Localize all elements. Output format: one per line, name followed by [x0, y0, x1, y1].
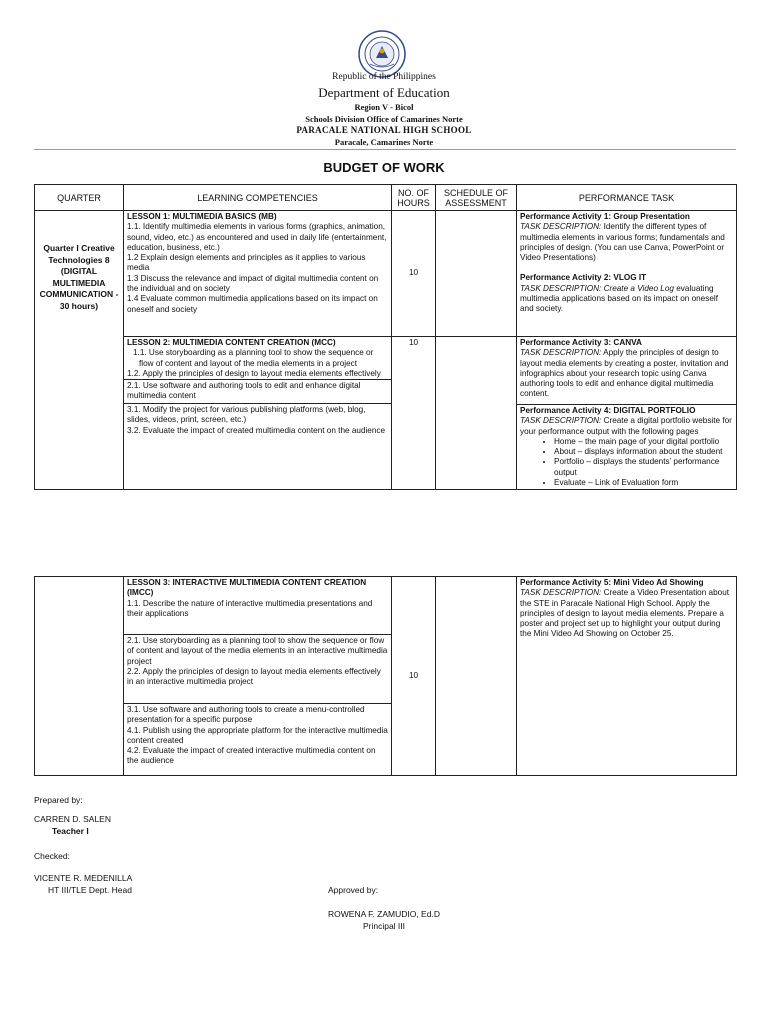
- list-item: • About – displays information about the student: [554, 447, 733, 457]
- task-emphasis: Create a Video Log: [603, 283, 674, 293]
- list-item: • Home – the main page of your digital portfolio: [554, 437, 733, 447]
- lesson1-title: LESSON 1: MULTIMEDIA BASICS (MB): [127, 212, 277, 221]
- pa4-bullet-list: [520, 437, 733, 488]
- table-header-row: [35, 185, 737, 211]
- list-item: 4.1. Publish using the appropriate platform for the interactive multimedia content created: [127, 725, 388, 745]
- checked-name: VICENTE R. MEDENILLA: [34, 873, 133, 883]
- pa5-title: Performance Activity 5: Mini Video Ad Showing: [520, 578, 704, 587]
- task-text: evaluating multimedia applications based on its impact on oneself and society.: [520, 283, 718, 314]
- list-item: 2.1. Use storyboarding as a planning tool to show the sequence or flow of content and layout of the media elements in an interactive multimedia project: [127, 636, 388, 666]
- list-item: 1.3 Discuss the relevance and impact of digital multimedia content on the individual and on society: [127, 273, 379, 294]
- list-item: 1.2. Apply the principles of design to layout media elements effectively: [127, 368, 381, 378]
- list-item: 2.1. Use software and authoring tools to edit and enhance digital multimedia content: [124, 380, 391, 404]
- lesson1-hours: 10: [392, 211, 436, 337]
- prepared-label: Prepared by:: [34, 795, 83, 805]
- prepared-name: CARREN D. SALEN: [34, 814, 111, 824]
- lesson1-schedule: [436, 211, 517, 337]
- list-item: 1.1. Describe the nature of interactive multimedia presentations and their applications: [127, 598, 373, 618]
- pa4-desc: [520, 416, 733, 437]
- table-row-lesson3: [35, 577, 737, 776]
- list-item: 3.2. Evaluate the impact of created multimedia content on the audience: [127, 425, 386, 435]
- lesson2-hours: 10: [392, 337, 436, 490]
- lesson3-hours: 10: [392, 577, 436, 776]
- lesson2-competencies: [124, 337, 392, 490]
- list-item: 3.1. Use software and authoring tools to create a menu-controlled presentation for a specific purpose: [127, 705, 365, 725]
- lesson3-competencies: [124, 577, 392, 776]
- list-item: 1.1. Identify multimedia elements in various forms (graphics, animation, sound, video, etc.) as encountered and used in daily life (entertainment, education, business, etc.): [127, 222, 387, 252]
- task-label: TASK DESCRIPTION:: [520, 588, 602, 598]
- region-line: Region V - Bicol: [354, 102, 414, 112]
- department-line: Department of Education: [318, 85, 450, 100]
- table-row-lesson2: [35, 337, 737, 490]
- approved-label: Approved by:: [328, 885, 379, 895]
- list-item: • Evaluate – Link of Evaluation form: [554, 478, 733, 488]
- lesson3-tasks: [517, 577, 737, 776]
- lesson2-title: LESSON 2: MULTIMEDIA CONTENT CREATION (MCC): [127, 338, 336, 347]
- lesson1-competencies: [124, 211, 392, 337]
- col-header-competencies: LEARNING COMPETENCIES: [124, 185, 392, 211]
- lesson3-schedule: [436, 577, 517, 776]
- republic-line: Republic of the Philippines: [332, 72, 436, 82]
- list-item: 3.1. Modify the project for various publishing platforms (web, blog, slides, videos, print, screen, etc.): [127, 405, 366, 425]
- lesson1-tasks: [517, 211, 737, 337]
- prepared-title: Teacher I: [52, 826, 89, 836]
- task-text: Apply the principles of design to layout media elements by creating a poster, invitation and infographics about your research topic using Canva authoring tools to edit and enhance digital multimedia content.: [520, 348, 729, 399]
- col-header-schedule: SCHEDULE OF ASSESSMENT: [436, 185, 517, 211]
- task-text: Create a Video Presentation about the STE in Paracale National High School. Apply the principles of design to layout media elements. Prepare a poster and project set up to highlight your output during the Mini Video Ad Showing on October 25.: [520, 588, 730, 639]
- col-header-hours: NO. OF HOURS: [392, 185, 436, 211]
- task-text: Create a digital portfolio website for your performance output with the following pages: [520, 416, 732, 436]
- task-label: TASK DESCRIPTION:: [520, 416, 602, 426]
- table-row-lesson1: [35, 211, 737, 337]
- quarter-cell: Quarter I Creative Technologies 8 (DIGITAL MULTIMEDIA COMMUNICATION - 30 hours): [35, 211, 124, 490]
- pa1-title: Performance Activity 1: Group Presentation: [520, 212, 690, 221]
- quarter-cell-empty: [35, 577, 124, 776]
- col-header-task: PERFORMANCE TASK: [517, 185, 737, 211]
- list-item: 1.4 Evaluate common multimedia applications based on its impact on oneself and society: [127, 294, 378, 314]
- lesson2-tasks: [517, 337, 737, 490]
- lesson3-title: LESSON 3: INTERACTIVE MULTIMEDIA CONTENT CREATION (IMCC): [127, 578, 367, 598]
- list-item: • Portfolio – displays the students’ performance output: [554, 457, 733, 478]
- list-item: 1.1. Use storyboarding as a planning tool to show the sequence or flow of content and layout of the media elements in a project: [133, 348, 374, 368]
- division-line: Schools Division Office of Camarines Norte: [305, 114, 463, 124]
- pa3-desc: [520, 348, 733, 399]
- budget-table-1: [34, 184, 737, 490]
- approved-name: ROWENA F. ZAMUDIO, Ed.D: [328, 909, 440, 919]
- checked-label: Checked:: [34, 851, 70, 861]
- checked-title: HT III/TLE Dept. Head: [48, 885, 132, 895]
- budget-table-2: [34, 576, 737, 776]
- list-item: 4.2. Evaluate the impact of created interactive multimedia content on the audience: [127, 746, 376, 766]
- pa5-desc: [520, 588, 733, 639]
- task-label: TASK DESCRIPTION:: [520, 222, 602, 232]
- pa1-desc: [520, 222, 733, 263]
- pa2-title: Performance Activity 2: VLOG IT: [520, 273, 647, 283]
- task-label: TASK DESCRIPTION:: [520, 348, 602, 358]
- pa4-title: Performance Activity 4: DIGITAL PORTFOLIO: [520, 406, 696, 415]
- col-header-quarter: QUARTER: [35, 185, 124, 211]
- page-title: BUDGET OF WORK: [323, 160, 445, 175]
- pa2-desc: [520, 284, 733, 315]
- school-line: PARACALE NATIONAL HIGH SCHOOL: [296, 125, 472, 135]
- task-text: Identify the different types of multimedia elements in various forms; fundamentals and principles of design. (You can use Canva, PowerPoint or Video Presentations): [520, 222, 725, 263]
- list-item: 1.2 Explain design elements and principles as it applies to various media: [127, 253, 366, 273]
- header-divider: [34, 149, 736, 150]
- deped-seal-icon: [358, 30, 406, 78]
- list-item: 2.2. Apply the principles of design to layout media elements effectively in an interactive multimedia project: [127, 666, 381, 687]
- lesson2-schedule: [436, 337, 517, 490]
- lesson2-publishing: [124, 404, 391, 437]
- pa3-title: Performance Activity 3: CANVA: [520, 338, 642, 347]
- task-label: TASK DESCRIPTION:: [520, 283, 602, 293]
- approved-title: Principal III: [362, 921, 406, 931]
- address-line: Paracale, Camarines Norte: [334, 137, 434, 147]
